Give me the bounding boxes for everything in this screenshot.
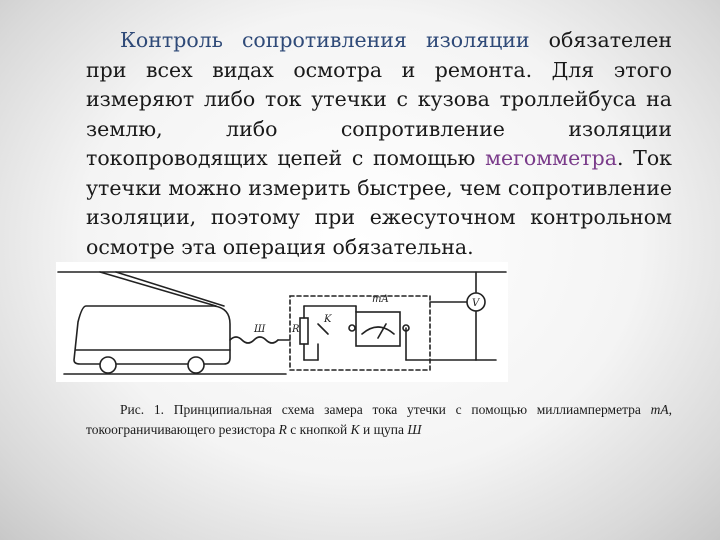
circuit-diagram <box>56 262 508 382</box>
paragraph-text-1: обязателен при всех видах осмотра и ремонта. Для этого измеряют либо ток утечки с кузова троллейбуса на землю, либо сопротивление изоляции токопроводящих цепей с помощью <box>86 28 672 170</box>
wheel-rear <box>188 357 204 373</box>
label-sh: Ш <box>254 324 266 335</box>
wheel-front <box>100 357 116 373</box>
term-megohmmeter: мегомметра <box>485 146 617 170</box>
main-paragraph <box>86 26 672 262</box>
measurement-box <box>290 296 430 370</box>
term-insulation-control: Контроль сопротивления изоляции <box>120 28 530 52</box>
figure-caption: Рис. 1. Принципиальная схема замера тока утечки с помощью миллиамперметра mA, токоограничивающего резистора R с кнопкой K и щупа Ш <box>86 402 672 437</box>
label-r: R <box>292 324 300 335</box>
probe-lead <box>230 337 278 343</box>
resistor <box>300 318 308 344</box>
circuit-diagram-figure <box>56 262 508 382</box>
trolleybus-body <box>74 306 230 364</box>
label-v: V <box>472 298 480 309</box>
milliammeter <box>356 312 400 346</box>
paragraph-text-2: . Ток утечки можно измерить быстрее, чем сопротивление изоляции, поэтому при ежесуточном контрольном осмотре эта операция обязательна. <box>86 146 672 259</box>
trolley-pole <box>100 272 216 306</box>
label-k: K <box>324 314 332 325</box>
label-ma: mA <box>372 294 389 305</box>
button-k <box>318 324 328 334</box>
